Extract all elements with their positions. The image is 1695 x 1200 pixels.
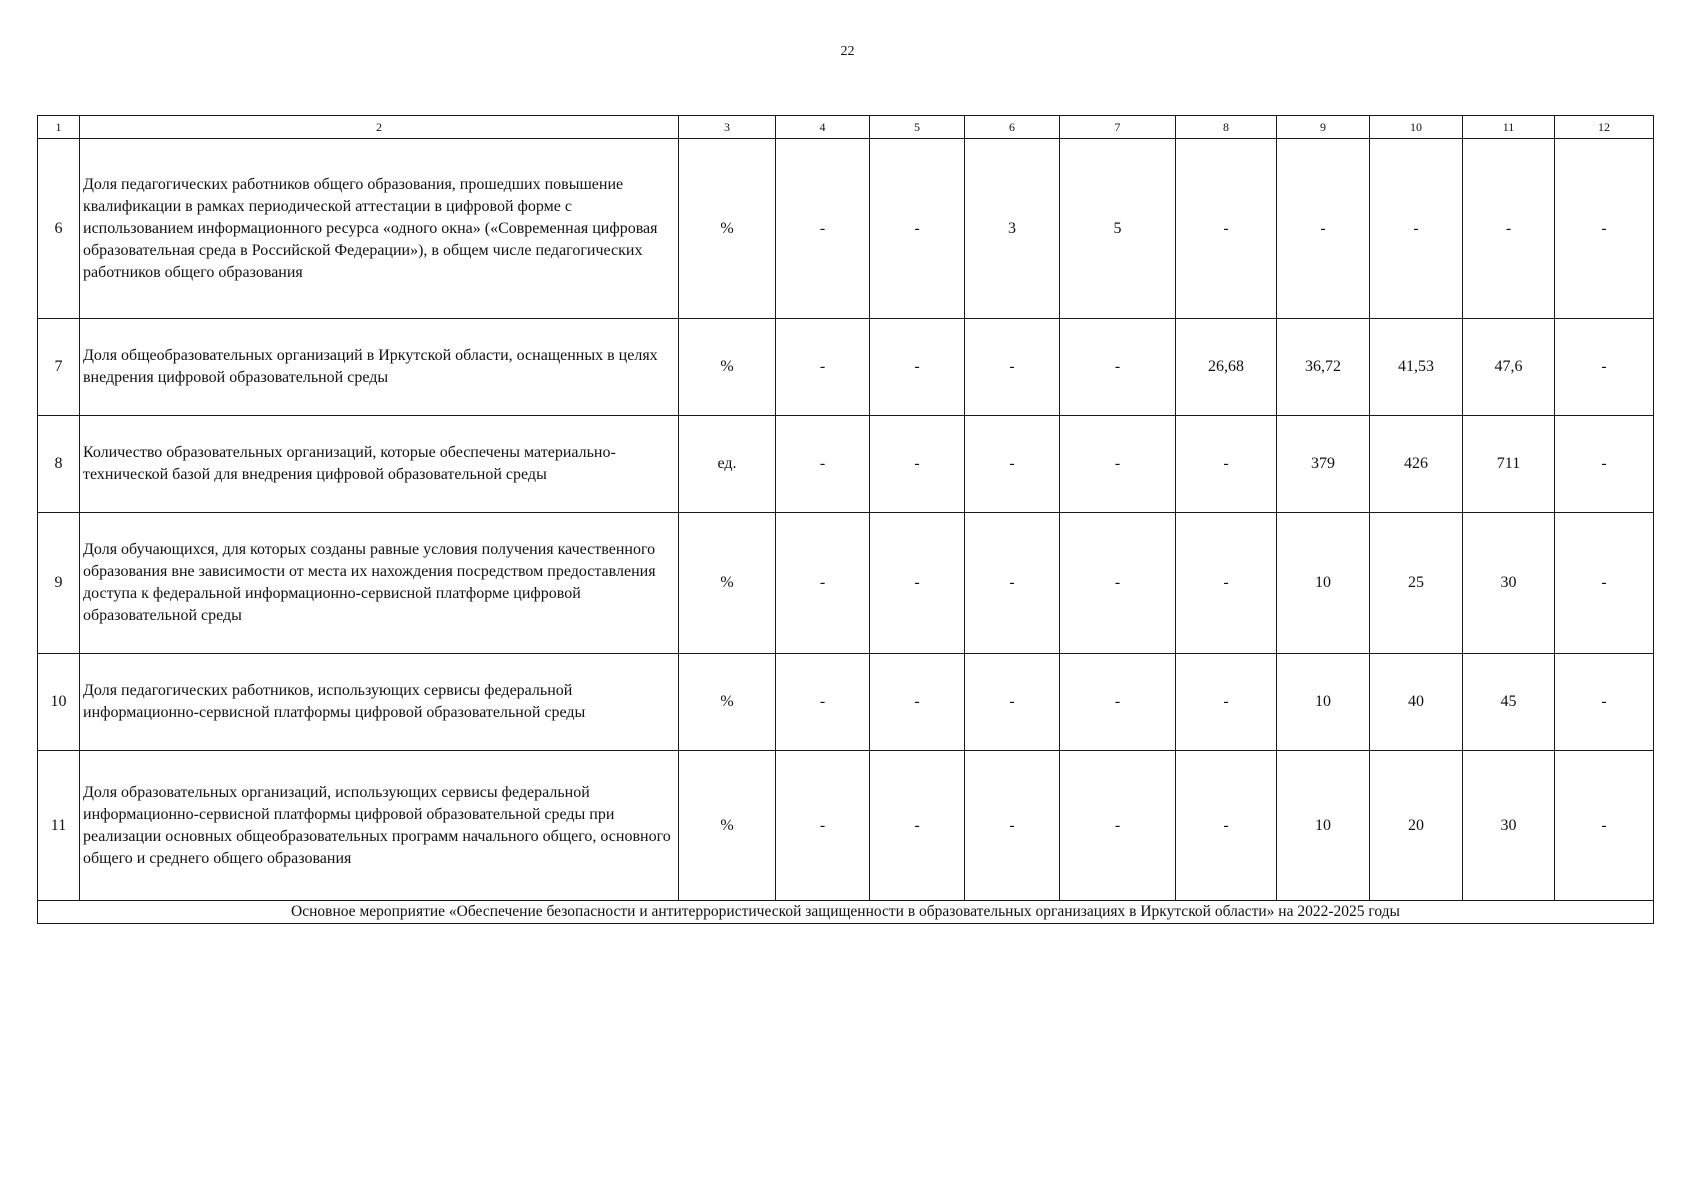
column-number: 6 (965, 116, 1060, 139)
value-cell: - (776, 319, 870, 416)
value-cell: 379 (1277, 416, 1370, 513)
column-number: 11 (1463, 116, 1555, 139)
table-row (38, 751, 1654, 901)
table-row (38, 319, 1654, 416)
value-cell: 45 (1463, 654, 1555, 751)
column-number: 8 (1176, 116, 1277, 139)
column-number: 10 (1370, 116, 1463, 139)
column-number: 12 (1555, 116, 1654, 139)
table-row (38, 416, 1654, 513)
row-number: 7 (38, 319, 80, 416)
indicators-table (37, 115, 1654, 924)
indicator-description: Доля обучающихся, для которых созданы равные условия получения качественного образования вне зависимости от места их нахождения посредством предоставления доступа к федеральной информационно-сервисной платформе цифровой образовательной среды (80, 513, 679, 654)
value-cell: - (870, 139, 965, 319)
row-number: 8 (38, 416, 80, 513)
page-number: 22 (840, 44, 855, 59)
value-cell: - (965, 319, 1060, 416)
value-cell: - (1176, 139, 1277, 319)
section-heading-row (38, 901, 1654, 924)
value-cell: 25 (1370, 513, 1463, 654)
value-cell: - (870, 416, 965, 513)
value-cell: - (1463, 139, 1555, 319)
value-cell: - (1176, 416, 1277, 513)
value-cell: - (870, 513, 965, 654)
value-cell: 10 (1277, 654, 1370, 751)
value-cell: 711 (1463, 416, 1555, 513)
indicator-description: Доля педагогических работников общего образования, прошедших повышение квалификации в рамках периодической аттестации в цифровой форме с использованием информационного ресурса «одного окна» («Современная цифровая образовательная среда в Российской Федерации»), в общем числе педагогических работников общего образования (80, 139, 679, 319)
value-cell: - (1176, 751, 1277, 901)
value-cell: - (1060, 751, 1176, 901)
row-number: 11 (38, 751, 80, 901)
table-row (38, 513, 1654, 654)
unit-cell: % (679, 319, 776, 416)
value-cell: - (1555, 513, 1654, 654)
column-number: 1 (38, 116, 80, 139)
table-row (38, 139, 1654, 319)
value-cell: - (1555, 319, 1654, 416)
value-cell: - (1277, 139, 1370, 319)
value-cell: - (776, 416, 870, 513)
value-cell: 10 (1277, 751, 1370, 901)
value-cell: - (870, 654, 965, 751)
section-heading: Основное мероприятие «Обеспечение безопасности и антитеррористической защищенности в образовательных организациях в Иркутской области» на 2022-2025 годы (38, 901, 1654, 924)
row-number: 6 (38, 139, 80, 319)
unit-cell: % (679, 513, 776, 654)
value-cell: - (776, 513, 870, 654)
value-cell: - (870, 319, 965, 416)
unit-cell: % (679, 654, 776, 751)
value-cell: 20 (1370, 751, 1463, 901)
value-cell: - (1555, 654, 1654, 751)
value-cell: 30 (1463, 751, 1555, 901)
unit-cell: % (679, 751, 776, 901)
column-number-row (38, 116, 1654, 139)
value-cell: - (1060, 416, 1176, 513)
value-cell: 10 (1277, 513, 1370, 654)
value-cell: - (965, 654, 1060, 751)
value-cell: 36,72 (1277, 319, 1370, 416)
row-number: 9 (38, 513, 80, 654)
value-cell: - (1060, 654, 1176, 751)
column-number: 7 (1060, 116, 1176, 139)
row-number: 10 (38, 654, 80, 751)
value-cell: - (1060, 319, 1176, 416)
value-cell: 41,53 (1370, 319, 1463, 416)
value-cell: - (1176, 513, 1277, 654)
value-cell: - (1370, 139, 1463, 319)
table-row (38, 654, 1654, 751)
value-cell: 30 (1463, 513, 1555, 654)
value-cell: 5 (1060, 139, 1176, 319)
indicator-description: Доля педагогических работников, использующих сервисы федеральной информационно-сервисной платформы цифровой образовательной среды (80, 654, 679, 751)
column-number: 3 (679, 116, 776, 139)
value-cell: - (1555, 416, 1654, 513)
value-cell: - (965, 513, 1060, 654)
unit-cell: % (679, 139, 776, 319)
value-cell: - (1555, 751, 1654, 901)
indicator-description: Доля общеобразовательных организаций в Иркутской области, оснащенных в целях внедрения цифровой образовательной среды (80, 319, 679, 416)
value-cell: 426 (1370, 416, 1463, 513)
value-cell: 40 (1370, 654, 1463, 751)
value-cell: - (1060, 513, 1176, 654)
column-number: 2 (80, 116, 679, 139)
value-cell: - (965, 416, 1060, 513)
value-cell: - (776, 654, 870, 751)
value-cell: - (1555, 139, 1654, 319)
value-cell: - (965, 751, 1060, 901)
value-cell: 3 (965, 139, 1060, 319)
unit-cell: ед. (679, 416, 776, 513)
value-cell: - (1176, 654, 1277, 751)
value-cell: 26,68 (1176, 319, 1277, 416)
indicator-description: Количество образовательных организаций, которые обеспечены материально-технической базой для внедрения цифровой образовательной среды (80, 416, 679, 513)
value-cell: - (776, 139, 870, 319)
value-cell: - (776, 751, 870, 901)
column-number: 5 (870, 116, 965, 139)
value-cell: 47,6 (1463, 319, 1555, 416)
column-number: 4 (776, 116, 870, 139)
value-cell: - (870, 751, 965, 901)
indicator-description: Доля образовательных организаций, использующих сервисы федеральной информационно-сервисной платформы цифровой образовательной среды при реализации основных общеобразовательных программ начального общего, основного общего и среднего общего образования (80, 751, 679, 901)
column-number: 9 (1277, 116, 1370, 139)
